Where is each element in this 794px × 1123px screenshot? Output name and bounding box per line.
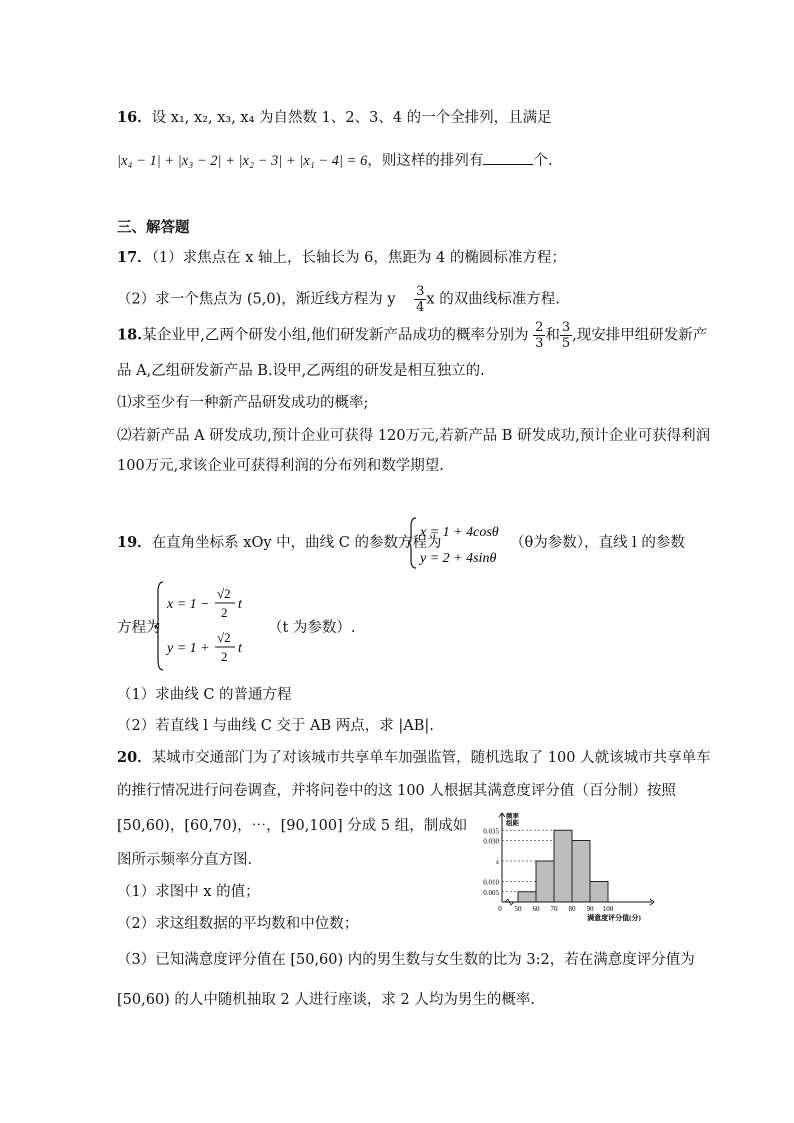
- q16-tail: ，则这样的排列有: [367, 153, 484, 169]
- q19-line2-a: 方程为: [117, 620, 161, 636]
- q19-text-b: （θ为参数），直线 l 的参数: [510, 535, 685, 551]
- q17-frac-num: 3: [416, 284, 425, 299]
- q19-line1: [117, 533, 441, 553]
- x-tick-label-90: 90: [586, 905, 594, 913]
- q17-part2-line: [117, 284, 560, 315]
- q19-sys2-row2: y = 1 +: [167, 641, 210, 656]
- q18-f2-den: 5: [561, 336, 571, 351]
- x-tick-label-80: 80: [568, 905, 576, 913]
- q18-fraction-2: [560, 320, 572, 351]
- q18-text-b: ,现安排甲组研发新产: [572, 327, 708, 344]
- q19-sys1-row1: x = 1 + 4cosθ: [420, 525, 499, 540]
- x-tick-label-70: 70: [550, 905, 558, 913]
- y-tick-label-1: 0.010: [483, 878, 499, 887]
- y-tick-label-0: 0.005: [483, 888, 499, 897]
- x-axis-label: 满意度评分值(分): [587, 914, 641, 922]
- q16-answer-blank[interactable]: [483, 150, 533, 165]
- q18-part1: ⑴求至少有一种新产品研发成功的概率;: [117, 395, 369, 411]
- q18-f1-num: 2: [535, 320, 544, 335]
- q19-sqrt-num-2: √2: [217, 630, 231, 645]
- x-tick-label-0: 0: [498, 905, 502, 913]
- q17-part1-line: [117, 248, 566, 268]
- q20-line2: 的推行情况进行问卷调查，并将问卷中的这 100 人根据其满意度评分值（百分制）按照: [117, 783, 676, 799]
- q17-frac-den: 4: [416, 300, 425, 315]
- q17-number: 17．: [117, 249, 152, 266]
- q19-text-a: 在直角坐标系 xOy 中，曲线 C 的参数方程为: [151, 535, 442, 551]
- q19-sqrt-den-1: 2: [221, 605, 228, 620]
- q18-number: 18.: [117, 326, 143, 344]
- q19-sys2-brace: [155, 582, 163, 670]
- q19-part1: （1）求曲线 C 的普通方程: [117, 687, 292, 703]
- frequency-histogram: [464, 812, 658, 922]
- q19-sqrt-num-1: √2: [217, 586, 231, 601]
- q16-line1: [117, 108, 552, 128]
- q16-number: 16．: [117, 109, 152, 126]
- q19-system-1: [408, 516, 508, 570]
- histogram-bar-80-90: [572, 841, 590, 903]
- histogram-bar-70-80: [554, 830, 572, 902]
- q20-text-1: 某城市交通部门为了对该城市共享单车加强监管，随机选取了 100 人就该城市共享单车: [151, 750, 711, 766]
- q20-line1: [117, 748, 711, 768]
- q18-f1-den: 3: [535, 336, 544, 351]
- section-title: 三、解答题: [117, 219, 190, 236]
- q16-end: 个.: [533, 153, 553, 169]
- q19-line2-b: （t 为参数）.: [268, 620, 356, 636]
- q17-part2-b: x 的双曲线标准方程.: [426, 291, 560, 308]
- q16-text: 设 x₁, x₂, x₃, x₄ 为自然数 1、2、3、4 的一个全排列，且满足: [151, 110, 552, 126]
- x-tick-label-50: 50: [514, 905, 522, 913]
- q17-part1: （1）求焦点在 x 轴上，长轴长为 6，焦距为 4 的椭圆标准方程；: [151, 250, 566, 266]
- q18-part2-line2: 100万元,求该企业可获得利润的分布列和数学期望.: [117, 458, 444, 474]
- q20-line3: [50,60)，[60,70)，⋯，[90,100] 分成 5 组，制成如: [117, 818, 468, 834]
- q19-sqrt-den-2: 2: [221, 649, 228, 664]
- histogram-bar-60-70: [536, 861, 554, 902]
- y-tick-label-2: x: [495, 858, 499, 866]
- q20-part1: （1）求图中 x 的值；: [117, 884, 260, 900]
- histogram-bar-90-100: [590, 882, 608, 903]
- q18-line2: 品 A,乙组研发新产品 B.设甲,乙两组的研发是相互独立的.: [117, 363, 485, 379]
- x-tick-label-100: 100: [602, 905, 614, 913]
- q18-f2-num: 3: [561, 320, 571, 335]
- q17-part2-a: （2）求一个焦点为 (5,0)，渐近线方程为 y: [117, 291, 396, 308]
- q19-system-2: [155, 580, 265, 672]
- q17-fraction: [414, 284, 426, 315]
- q18-line1: [117, 320, 707, 351]
- y-tick-label-4: 0.035: [483, 827, 499, 836]
- q20-line4: 图所示频率分直方图.: [117, 852, 253, 868]
- q16-line2: [117, 150, 552, 171]
- q19-t-1: t: [238, 597, 242, 612]
- q19-t-2: t: [238, 641, 242, 656]
- q19-part2: （2）若直线 l 与曲线 C 交于 AB 两点，求 |AB|.: [117, 718, 434, 734]
- q18-text-a: 某企业甲,乙两个研发小组,他们研发新产品成功的概率分别为: [142, 327, 529, 344]
- q18-and: 和: [545, 327, 560, 344]
- q19-sys2-row1: x = 1 −: [167, 597, 210, 612]
- histogram-bar-50-60: [518, 892, 536, 902]
- q20-number: 20．: [117, 749, 152, 766]
- q19-sys1-brace: [408, 518, 416, 568]
- y-axis-label-part-0: 频率: [506, 813, 519, 820]
- x-tick-label-60: 60: [532, 905, 540, 913]
- q19-sys1-row2: y = 2 + 4sinθ: [420, 551, 497, 566]
- q18-fraction-1: [533, 320, 545, 351]
- y-tick-label-3: 0.030: [483, 837, 499, 846]
- q20-part2: （2）求这组数据的平均数和中位数；: [117, 916, 359, 932]
- q18-part2-line1: ⑵若新产品 A 研发成功,预计企业可获得 120万元,若新产品 B 研发成功,预计企业可获得利润: [117, 428, 711, 444]
- q20-part3-line1: （3）已知满意度评分值在 [50,60) 内的男生数与女生数的比为 3:2，若在满意度评分值为: [117, 952, 695, 968]
- q19-number: 19．: [117, 534, 152, 551]
- q20-part3-line2: [50,60) 的人中随机抽取 2 人进行座谈，求 2 人均为男生的概率.: [117, 992, 535, 1008]
- y-axis-label-part-1: 组距: [506, 820, 519, 827]
- q16-formula: |x₄ − 1| + |x₃ − 2| + |x₂ − 3| + |x₁ − 4| = 6: [117, 153, 368, 169]
